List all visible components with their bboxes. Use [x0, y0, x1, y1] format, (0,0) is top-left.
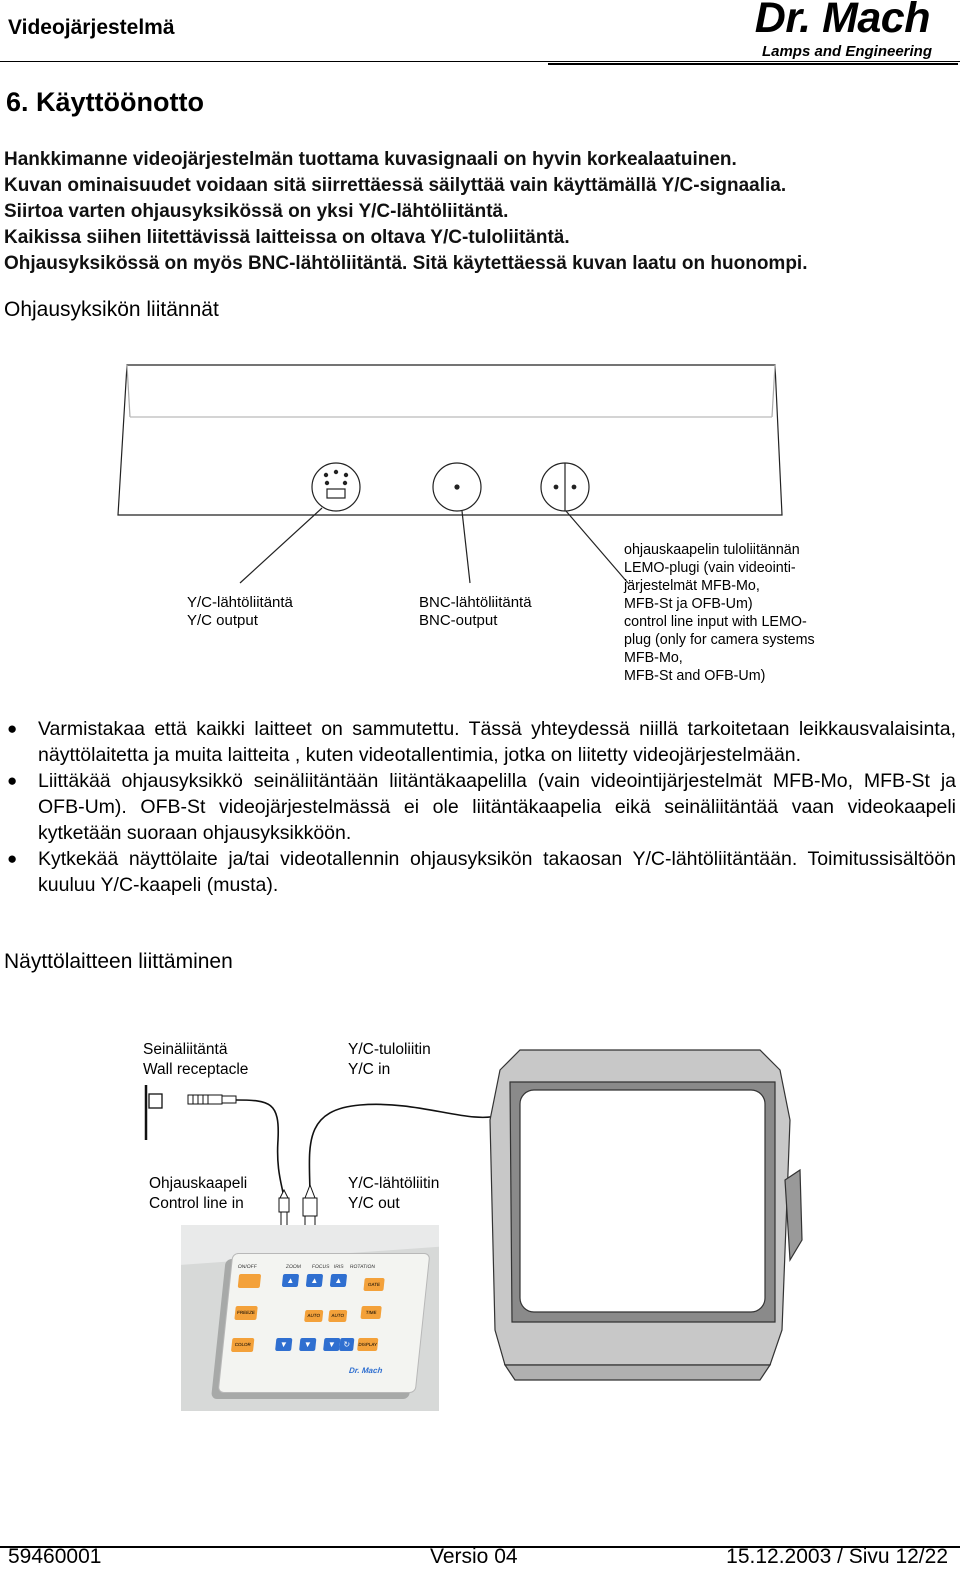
leader-line-lemo — [566, 511, 628, 583]
color-button[interactable]: COLOR — [231, 1338, 254, 1352]
panel-label-onoff: ON/OFF — [237, 1264, 258, 1270]
brand-subtitle: Lamps and Engineering — [761, 43, 932, 60]
iris-up-icon[interactable]: ▲ — [330, 1274, 347, 1287]
auto-focus-button[interactable]: AUTO — [304, 1310, 323, 1322]
intro-line: Hankkimanne videojärjestelmän tuottama kuvasignaali on hyvin korkealaatuinen. — [4, 149, 737, 170]
connections-heading: Ohjausyksikön liitännät — [4, 298, 219, 321]
intro-line: Kaikissa siihen liitettävissä laitteissa on oltava Y/C-tuloliitäntä. — [4, 227, 570, 248]
control-unit-rear-diagram — [0, 355, 960, 585]
control-unit-outline — [118, 365, 782, 515]
time-button[interactable]: TIME — [360, 1306, 381, 1319]
focus-up-icon[interactable]: ▲ — [306, 1274, 323, 1287]
leader-line-yc — [240, 508, 322, 583]
zoom-down-icon[interactable]: ▼ — [275, 1338, 292, 1351]
control-cable — [236, 1100, 284, 1198]
lemo-input-label: ohjauskaapelin tuloliitännän LEMO-plugi (vain videointi- järjestelmät MFB-Mo, MFB-St ja OFB-Um) control line input with LEMO- plug (only for camera systems MFB-Mo, MFB-St and OFB-Um) — [624, 542, 815, 684]
intro-line: Kuvan ominaisuudet voidaan sitä siirrettäessä säilyttää vain käyttämällä Y/C-signaalia. — [4, 175, 787, 196]
bullet-icon: ● — [7, 719, 18, 738]
freeze-button[interactable]: FREEZE — [234, 1306, 257, 1320]
bullet-icon: ● — [7, 771, 18, 790]
iris-down-icon[interactable]: ▼ — [323, 1338, 340, 1351]
display-button[interactable]: DISPLAY — [357, 1338, 378, 1351]
focus-down-icon[interactable]: ▼ — [299, 1338, 316, 1351]
doc-number: 59460001 — [8, 1545, 102, 1568]
version: Versio 04 — [430, 1545, 518, 1568]
list-item: ● Kytkekää näyttölaite ja/tai videotallennin ohjausyksikön takaosan Y/C-lähtöliitäntään. Toimitussisältöön kuuluu Y/C-kaapeli (musta). — [7, 848, 956, 896]
list-item: ● Liittäkää ohjausyksikkö seinäliitäntään liitäntäkaapelilla (vain videointijärjestelmät MFB-Mo, MFB-St ja OFB-Um). OFB-St videojärjestelmässä ei ole liitäntäkaapelia eikä seinäliitäntää vaan videokaapeli kytketään suoraan ohjausyksikköön. — [7, 770, 956, 844]
yc-out-label: Y/C-lähtöliitin Y/C out — [348, 1175, 440, 1212]
control-panel-body — [218, 1253, 431, 1393]
connection-diagram — [0, 1030, 960, 1510]
list-item: ● Varmistakaa että kaikki laitteet on sammutettu. Tässä yhteydessä niillä tarkoitetaan leikkausvalaisinta, näyttölaitetta ja muita laitteita , kuten videotallentimia, jotka on liitetty videojärjestelmään. — [7, 718, 956, 766]
intro-paragraph — [4, 147, 954, 277]
date-page: 15.12.2003 / Sivu 12/22 — [726, 1545, 948, 1568]
wall-receptacle-icon — [146, 1085, 162, 1140]
zoom-up-icon[interactable]: ▲ — [282, 1274, 299, 1287]
tv-monitor-icon — [490, 1050, 802, 1380]
lemo-plug-icon — [188, 1095, 236, 1104]
section-title: 6. Käyttöönotto — [6, 87, 204, 117]
wall-receptacle-label: Seinäliitäntä Wall receptacle — [143, 1041, 249, 1078]
control-line-label: Ohjauskaapeli Control line in — [149, 1175, 248, 1212]
panel-label-iris: IRIS — [333, 1264, 344, 1270]
panel-brand: Dr. Mach — [348, 1366, 383, 1375]
bullet-icon: ● — [7, 849, 18, 868]
leader-line-bnc — [462, 511, 470, 583]
auto-iris-button[interactable]: AUTO — [328, 1310, 347, 1322]
monitor-heading: Näyttölaitteen liittäminen — [4, 950, 233, 973]
intro-line: Ohjausyksikössä on myös BNC-lähtöliitäntä. Sitä käytettäessä kuvan laatu on huonompi. — [4, 253, 808, 274]
document-title: Videojärjestelmä — [8, 16, 175, 39]
yc-in-label: Y/C-tuloliitin Y/C in — [348, 1041, 431, 1078]
brand-name: Dr. Mach — [754, 0, 930, 42]
header-rule — [0, 61, 960, 62]
intro-line: Siirtoa varten ohjausyksikössä on yksi Y/C-lähtöliitäntä. — [4, 201, 509, 222]
gate-button[interactable]: GATE — [363, 1278, 384, 1291]
panel-label-rotation: ROTATION — [349, 1264, 376, 1270]
onoff-button[interactable] — [238, 1274, 261, 1288]
yc-cable — [309, 1104, 500, 1198]
yc-output-label: Y/C-lähtöliitäntä Y/C output — [187, 594, 293, 629]
rotation-icon[interactable]: ↻ — [339, 1338, 354, 1351]
panel-label-zoom: ZOOM — [285, 1264, 302, 1270]
control-panel-photo — [181, 1225, 439, 1411]
instruction-list — [4, 716, 956, 898]
panel-label-focus: FOCUS — [311, 1264, 330, 1270]
bnc-output-label: BNC-lähtöliitäntä BNC-output — [419, 594, 532, 629]
header-rule-thick — [548, 63, 958, 65]
